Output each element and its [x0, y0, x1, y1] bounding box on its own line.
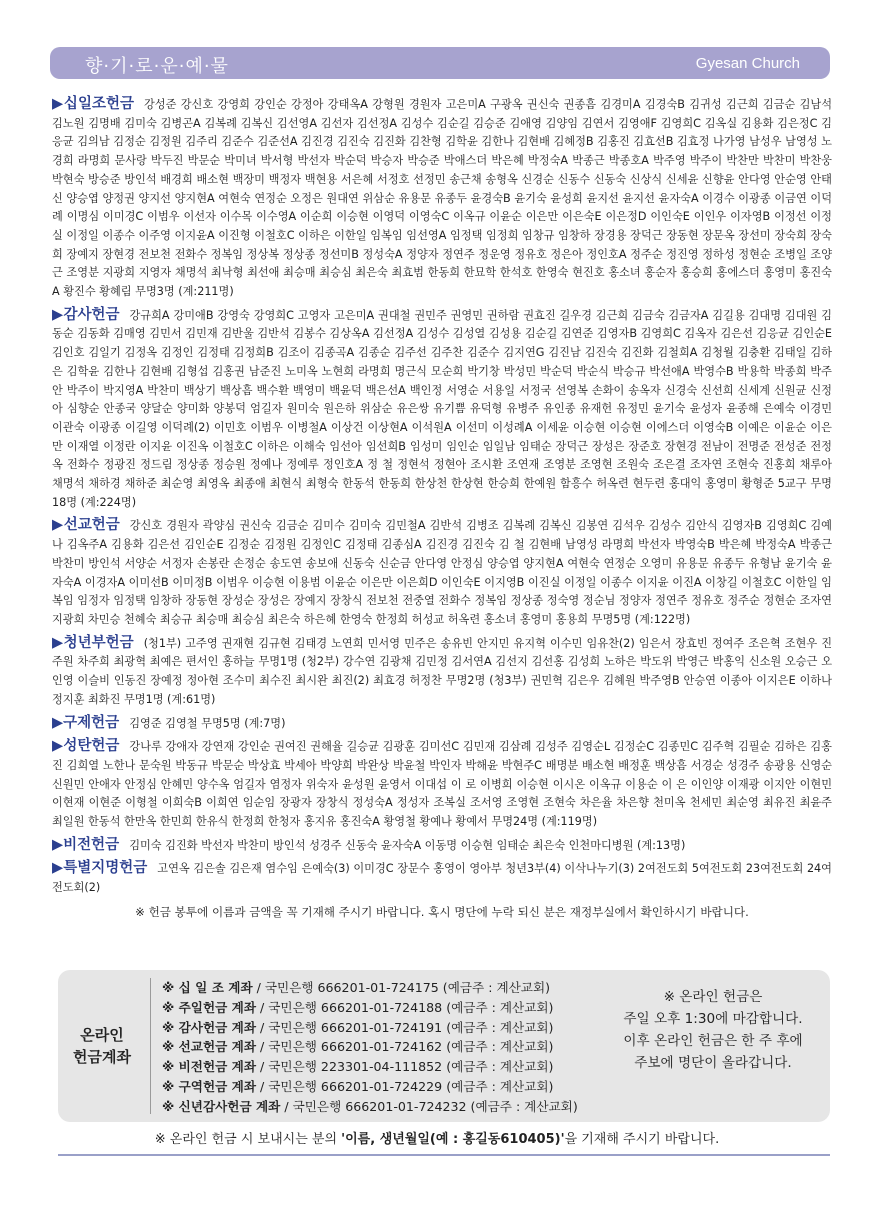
- section-mission: [52, 516, 832, 629]
- footer-prefix: ※ 온라인 헌금 시 보내시는 분의: [154, 1132, 342, 1147]
- note-line: ※ 온라인 헌금은: [663, 989, 763, 1005]
- account-detail: / 국민은행 666201-01-724162 (예금주 : 계산교회): [256, 1039, 554, 1055]
- account-list: [162, 978, 578, 1117]
- account-item: [162, 1077, 578, 1097]
- account-item: [162, 1057, 578, 1077]
- section-title: ▶청년부헌금: [52, 634, 134, 651]
- offering-notice: ※ 헌금 봉투에 이름과 금액을 꼭 기재해 주시기 바랍니다. 혹시 명단에 누락 되신 분은 재정부실에서 확인하시기 바랍니다.: [135, 904, 749, 919]
- section-title: ▶성탄헌금: [52, 738, 120, 755]
- note-line: 주일 오후 1:30에 마감합니다.: [623, 1011, 803, 1027]
- online-account-box: [58, 970, 830, 1122]
- account-item: [162, 1018, 578, 1038]
- section-relief: [52, 714, 832, 734]
- account-name: ※ 비전헌금 계좌: [162, 1059, 257, 1075]
- footer-suffix: 을 기재해 주시기 바랍니다.: [564, 1132, 720, 1147]
- section-tithe: [52, 95, 832, 302]
- footer-emphasis: '이름, 생년월일(예 : 홍길동610405)': [341, 1132, 565, 1147]
- donor-names: 강규희A 강미애B 강영숙 강영희C 고영자 고은미A 권대철 권민주 권영민 권하람 권효진 길우경 김근희 김금숙 김금자A 김길용 김대명 김대원 김동순 김동화 김매영 김민서 김민재 김반울 김반석 김봉수 김상옥A 김선정A 김성수 김성열 김성용 김순길 김연준 김영자B 김영희C 김옥자 김은선 김응균 김인순E 김인호 김일기 김정옥 김정인 김정태 김정희B 김조이 김종곡A 김종순 김주선 김주찬 김준수 김지연G 김진남 김진숙 김진화 김철희A 김청월 김충환 김태일 김하은 김학윤 김한나 김현배 김형섭 김홍권 남준진 노미옥 노현희 라명희 명근식 모순희 박기창 박성민 박순덕 박순식 박승규 박선애A 박영수B 박용학 박종희 박주안 박주이 박지영A 박찬미 백상기 백상흠 백수환 백영미 백윤덕 백은선A 백인정 서영순 서용일 서정국 선영복 손화이 송옥자 신경숙 신선희 신세계 신원균 신정아 심향순 안종국 양달순 양미화 양봉덕 엄길자 원미숙 원은하 위삼순 유은쌍 유기쁨 유덕형 유병주 유인종 유재헌 유정민 윤기숙 윤성자 윤종해 은예숙 이경민 이관숙 이광종 이길영 이덕례(2) 이민호 이범우 이병철A 이상건 이상현A 이석원A 이선미 이성례A 이세윤 이승현 이승현 이에스더 이영숙B 이예은 이윤순 이은만 이재열 이정란 이지윤 이진옥 이철호C 이하은 이해숙 임선아 임선희B 임성미 임인순 임일남 임태순 장덕근 장성은 장준호 장현경 전남이 전명준 전성준 전정옥 전화수 정광진 정드림 정상종 정승원 정예나 정예루 정인호A 정 철 정현석 정현아 조시환 조연재 조영분 조영현 조원숙 조은결 조자연 조현숙 진홍희 채루아 채명석 채하경 채하준 최순영 최영옥 최종애 최현식 최형숙 한동석 한동희 한상천 한상현 한승희 한예원 함흥수 허옥련 현두련 홍대익 홍영미 황형준 5교구 무명18명 (계:224명): [52, 308, 832, 509]
- account-detail: / 국민은행 666201-01-724175 (예금주 : 계산교회): [252, 980, 551, 995]
- section-special: [52, 859, 832, 897]
- account-detail: / 국민은행 666201-01-724232 (예금주 : 계산교회): [280, 1098, 578, 1114]
- account-item: [162, 978, 578, 998]
- account-item: [162, 998, 578, 1018]
- bottom-divider: [58, 1154, 830, 1156]
- section-title: ▶선교헌금: [52, 517, 120, 534]
- offering-list: [52, 95, 832, 924]
- section-title: ▶감사헌금: [52, 306, 120, 323]
- donor-names: 김미숙 김진화 박선자 박찬미 방인석 성경주 신동숙 윤자숙A 이동명 이승현 임태순 최은숙 인천마디병원 (계:13명): [129, 838, 686, 852]
- account-name: ※ 신년감사헌금 계좌: [162, 1098, 281, 1114]
- label-line-1: 온라인: [80, 1026, 124, 1044]
- note-line: 주보에 명단이 올라갑니다.: [634, 1055, 792, 1071]
- section-title: ▶구제헌금: [52, 714, 120, 731]
- account-detail: / 국민은행 666201-01-724191 (예금주 : 계산교회): [256, 1019, 554, 1035]
- account-name: ※ 주일헌금 계좌: [162, 999, 257, 1015]
- section-vision: [52, 836, 832, 856]
- donor-names: 강성준 강신호 강영희 강인순 강정아 강태옥A 강형원 경원자 고은미A 구광옥 권신숙 권종흠 김경미A 김경숙B 김귀성 김근희 김금순 김남석 김노원 김명배 김미숙 김병곤A 김복례 김복신 김선영A 김선자 김선정A 김성수 김순길 김승준 김애영 김양임 김연서 김영애F 김영희C 김옥실 김용화 김은정C 김응균 김의남 김정순 김정원 김주리 김준수 김준선A 김진경 김진숙 김진화 김찬형 김학윤 김한나 김현배 김혜정B 김홍진 김효선B 김효정 나가영 남성우 남영성 노경희 라명희 문사랑 박두진 박문순 박미녀 박서형 박선자 박순덕 박승자 박승준 박애스더 박은혜 박정숙A 박종근 박종호A 박주영 박주이 박찬만 박찬미 박찬웅 박현숙 방승준 방인석 배경희 배소현 백장미 백정자 백현용 서은혜 서정호 선정민 송근채 송형옥 신경순 신동수 신동숙 신상식 신세윤 신향윤 안다영 안순영 안태신 양승엽 양정권 양지선 양지현A 여현숙 연정순 오정은 원대연 위삼순 유용문 유종두 윤경숙B 윤기숙 윤성희 윤지선 윤지선 윤자숙A 이경수 이광종 이금연 이덕례 이명심 이미경C 이범우 이선자 이수목 이수영A 이순희 이승현 이영덕 이영숙C 이옥규 이윤순 이은만 이은숙E 이은정D 이인숙E 이인우 이자영B 이정선 이정실 이정일 이종수 이주영 이지윤A 이진형 이철호C 이하은 이한일 임복임 임선영A 임정택 임정희 임창규 임창하 장경용 장덕근 장동현 장문옥 장선미 장숙희 장숙희 장예지 장현경 전보천 전화수 정복임 정상복 정상종 정선미B 정성숙A 정양자 정연주 정운영 정유호 정은아 정인호A 정주순 정진영 정하성 정현순 조병일 조양근 조영분 지광희 지영자 채명석 최낙형 최선애 최승매 최승심 최은숙 최효범 한동희 한묘학 한석호 한영숙 현진호 홍소녀 홍순자 홍승희 홍에스더 홍영미 홍진숙A 황진수 황혜림 무명3명 (계:211명): [52, 98, 833, 299]
- section-christmas: [52, 737, 832, 832]
- divider: [150, 978, 151, 1114]
- donor-names: 고연옥 김은솔 김은재 염수임 은예숙(3) 이미경C 장문수 홍영이 영아부 청년3부(4) 이삭나누기(3) 2여전도회 5여전도회 23여전도회 24여전도회(2): [52, 862, 832, 895]
- donor-names: (청1부) 고주영 권재현 김규현 김태경 노연희 민서영 민주은 송유빈 안지민 유지혁 이수민 임유찬(2) 임은서 장효빈 정여주 조은혁 조현우 진주원 차주희 최광혁 최예은 편서인 홍하늘 무명1명 (청2부) 강수연 김광채 김민정 김서연A 김선지 김선홍 김성희 노하은 박도위 박영근 박홍익 신소원 오승근 오인영 이슬비 인동진 장예정 정아현 조수미 최수진 최시완 최진(2) 최효경 허정찬 무명2명 (청3부) 권민혁 김은우 김혜원 박주영B 안승연 이종아 이지은E 이하나 정지훈 최화진 무명1명 (계:61명): [52, 636, 832, 706]
- account-name: ※ 선교헌금 계좌: [162, 1039, 257, 1055]
- church-name: Gyesan Church: [695, 55, 800, 72]
- footer-notice: [0, 1128, 874, 1147]
- online-offering-note: [608, 986, 818, 1074]
- header-title: 향·기·로·운·예·물: [85, 56, 229, 77]
- account-detail: / 국민은행 666201-01-724229 (예금주 : 계산교회): [256, 1078, 554, 1094]
- account-detail: / 국민은행 223301-04-111852 (예금주 : 계산교회): [256, 1059, 554, 1075]
- section-thanks: [52, 306, 832, 513]
- account-name: ※ 십 일 조 계좌: [162, 980, 253, 995]
- account-detail: / 국민은행 666201-01-724188 (예금주 : 계산교회): [256, 999, 554, 1015]
- account-item: [162, 1037, 578, 1057]
- donor-names: 강신호 경원자 곽양심 권신숙 김금순 김미수 김미숙 김민철A 김반석 김병조 김복례 김복신 김봉연 김석우 김성수 김안식 김영자B 김영희C 김예나 김옥주A 김용화 김은선 김인순E 김정순 김정원 김정인C 김정태 김종심A 김진경 김진숙 김 철 김현배 남영성 라명희 박선자 박영숙B 박은혜 박정숙A 박종근 박찬미 방인석 서양순 서정자 손봉란 손정순 송도연 송보애 신동숙 신순금 안다영 안정심 양승엽 양지현A 여현숙 연정순 오영미 유용문 유종두 유형남 윤기숙 윤자숙A 이경자A 이미선B 이미정B 이범우 이승현 이용범 이윤순 이은만 이은희D 이인숙E 이지영B 이진실 이정일 이종수 이지윤 이진A 이창길 이철호C 이한일 임복임 임정자 임정택 임창하 장동현 장성순 장성은 장예지 장창식 전보천 전중열 전화수 정복임 정상종 정숙영 정순님 정양자 정연주 정유호 정주순 정현순 조자연 지광희 차민승 천혜숙 최승규 최승매 최승심 최은숙 하은혜 한영숙 한정희 허성교 허옥련 홍소녀 홍영미 홍용희 무명5명 (계:122명): [52, 519, 832, 626]
- label-line-2: 헌금계좌: [73, 1048, 131, 1066]
- section-title: ▶비전헌금: [52, 836, 120, 853]
- donor-names: 강나루 강애자 강연재 강인순 권여진 권해율 길승균 김광훈 김미선C 김민재 김삼례 김성주 김영순L 김정순C 김종민C 김주혁 김필순 김하은 김홍진 김희열 노한나 문숙원 박동규 박문순 박상효 박세아 박양희 박완상 박윤철 박인자 박해윤 박현주C 배명분 배소현 배정훈 백상흠 서경순 성경주 송광용 신영순 신원민 안애자 안정심 안혜민 양수옥 엄길자 염정자 위숙자 윤성원 윤영서 이대섭 이 로 이병희 이승현 이시온 이옥규 이용순 이 은 이인양 이재광 이지안 이현민 이현재 이현준 이형철 이희숙B 이희연 임순임 장광자 장창식 정성숙A 정성자 조복실 조서영 조영현 조현숙 차은율 차은향 천미옥 천세민 최순영 최유진 최윤주 최일원 한동석 한만옥 한민희 한유식 한정희 한청자 홍지유 홍진숙A 황영철 황예나 황예서 무명24명 (계:119명): [52, 740, 832, 829]
- section-title: ▶특별지명헌금: [52, 860, 148, 877]
- donor-names: 김영준 김영철 무명5명 (계:7명): [129, 716, 286, 730]
- section-youth: [52, 634, 832, 710]
- page-header: [50, 47, 830, 79]
- online-account-label: [58, 970, 146, 1122]
- account-name: ※ 구역헌금 계좌: [162, 1078, 257, 1094]
- section-title: ▶십일조헌금: [52, 96, 134, 112]
- account-item: [162, 1097, 578, 1117]
- account-name: ※ 감사헌금 계좌: [162, 1019, 257, 1035]
- note-line: 이후 온라인 헌금은 한 주 후에: [623, 1033, 803, 1049]
